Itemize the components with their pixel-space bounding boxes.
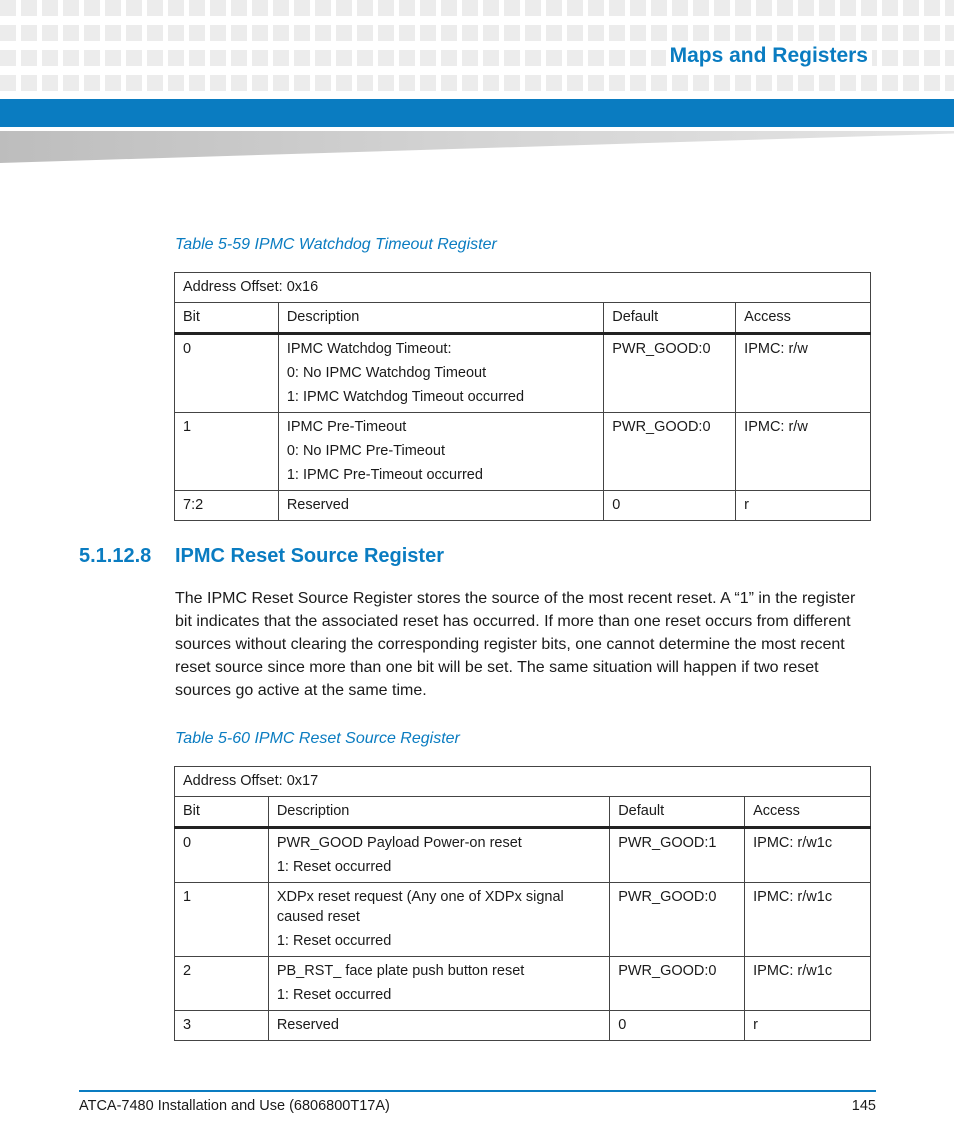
- description-line: 1: Reset occurred: [276, 987, 392, 1003]
- access-cell: IPMC: r/w1c: [745, 883, 871, 957]
- section-number: 5.1.12.8: [79, 545, 152, 567]
- default-cell: PWR_GOOD:0: [610, 957, 745, 1011]
- default-cell: 0: [610, 1011, 745, 1041]
- column-header: Bit: [175, 303, 279, 334]
- description-line: 0: No IPMC Watchdog Timeout: [286, 365, 487, 381]
- column-header: Description: [268, 797, 609, 828]
- address-offset: Address Offset: 0x17: [175, 767, 871, 797]
- table-row: [175, 1011, 871, 1041]
- default-cell: PWR_GOOD:0: [610, 883, 745, 957]
- access-cell: r: [736, 491, 871, 521]
- address-offset: Address Offset: 0x16: [175, 273, 871, 303]
- access-cell: IPMC: r/w: [736, 413, 871, 491]
- chapter-title: Maps and Registers: [666, 42, 872, 70]
- table-row: [175, 957, 871, 1011]
- column-header: Description: [278, 303, 603, 334]
- table-row: [175, 883, 871, 957]
- description-line: 1: Reset occurred: [276, 933, 392, 949]
- description-line: 1: IPMC Pre-Timeout occurred: [286, 467, 483, 483]
- column-header: Bit: [175, 797, 269, 828]
- description-cell: [278, 491, 603, 521]
- bit-cell: 0: [175, 334, 279, 413]
- column-header: Access: [745, 797, 871, 828]
- column-header: Default: [604, 303, 736, 334]
- page-number: 145: [851, 1098, 876, 1114]
- header-grey-wedge: [0, 131, 954, 163]
- description-line: 0: No IPMC Pre-Timeout: [286, 443, 446, 459]
- access-cell: IPMC: r/w: [736, 334, 871, 413]
- description-cell: [268, 1011, 609, 1041]
- table-caption: Table 5-59 IPMC Watchdog Timeout Register: [175, 236, 497, 253]
- column-header: Access: [736, 303, 871, 334]
- table-row: [175, 334, 871, 413]
- section-title: IPMC Reset Source Register: [175, 545, 444, 567]
- default-cell: 0: [604, 491, 736, 521]
- description-cell: [268, 957, 609, 1011]
- footer-rule: [79, 1090, 876, 1092]
- body-paragraph: The IPMC Reset Source Register stores the source of the most recent reset. A “1” in the register bit indicates that the associated reset has occurred. If more than one reset occurs from different sources without clearing the corresponding register bits, one cannot determine the most recent reset source since more than one bit will be set. The same situation will happen if two reset sources go active at the same time.: [175, 590, 856, 699]
- description-cell: [278, 334, 603, 413]
- description-cell: [278, 413, 603, 491]
- table-row: [175, 828, 871, 883]
- access-cell: IPMC: r/w1c: [745, 957, 871, 1011]
- bit-cell: 3: [175, 1011, 269, 1041]
- description-cell: [268, 883, 609, 957]
- description-line: 1: Reset occurred: [276, 859, 392, 875]
- default-cell: PWR_GOOD:1: [610, 828, 745, 883]
- table-row: [175, 491, 871, 521]
- description-cell: [268, 828, 609, 883]
- description-line: IPMC Watchdog Timeout:: [286, 341, 452, 357]
- reset-source-table: [174, 766, 871, 1041]
- description-line: PWR_GOOD Payload Power-on reset: [276, 835, 522, 851]
- default-cell: PWR_GOOD:0: [604, 413, 736, 491]
- bit-cell: 2: [175, 957, 269, 1011]
- header-blue-bar: [0, 99, 954, 127]
- bit-cell: 1: [175, 883, 269, 957]
- bit-cell: 0: [175, 828, 269, 883]
- description-line: XDPx reset request (Any one of XDPx signal caused reset: [276, 889, 564, 925]
- access-cell: r: [745, 1011, 871, 1041]
- footer-document-title: ATCA-7480 Installation and Use (6806800T17A): [79, 1098, 390, 1114]
- description-line: IPMC Pre-Timeout: [286, 419, 407, 435]
- description-line: Reserved: [276, 1017, 339, 1033]
- default-cell: PWR_GOOD:0: [604, 334, 736, 413]
- section-heading: [79, 545, 444, 568]
- bit-cell: 7:2: [175, 491, 279, 521]
- description-line: Reserved: [286, 497, 349, 513]
- table-row: [175, 413, 871, 491]
- description-line: 1: IPMC Watchdog Timeout occurred: [286, 389, 525, 405]
- access-cell: IPMC: r/w1c: [745, 828, 871, 883]
- watchdog-timeout-table: [174, 272, 871, 521]
- table-caption: Table 5-60 IPMC Reset Source Register: [175, 730, 460, 747]
- description-line: PB_RST_ face plate push button reset: [276, 963, 525, 979]
- bit-cell: 1: [175, 413, 279, 491]
- column-header: Default: [610, 797, 745, 828]
